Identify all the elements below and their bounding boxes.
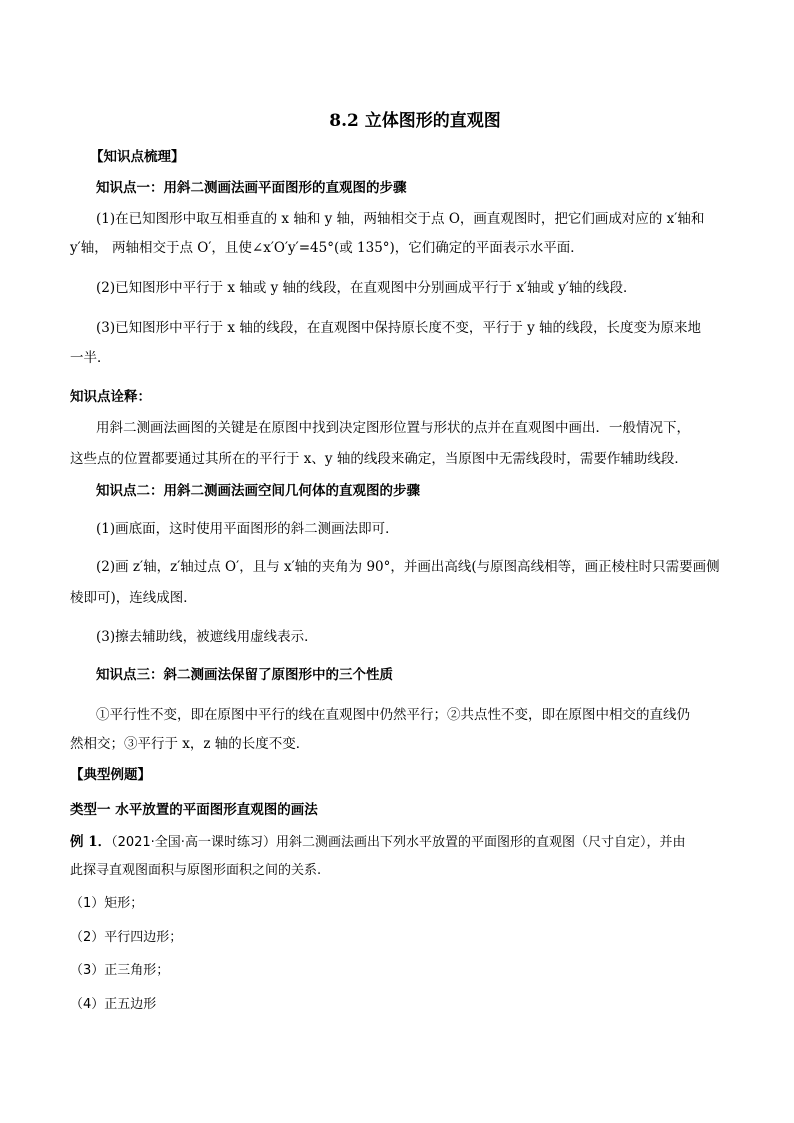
example1-text1: （2021·全国·高一课时练习）用斜二测画法画出下列水平放置的平面图形的直观图（尺寸自定），并由	[111, 835, 686, 850]
kp3-line1: ①平行性不变，即在原图中平行的线在直观图中仍然平行；②共点性不变，即在原图中相交的直线仍	[96, 707, 690, 723]
kp2-step2-line1: (2)画 z′轴，z′轴过点 O′，且与 x′轴的夹角为 90°，并画出高线(与原图高线相等，画正棱柱时只需要画侧	[96, 559, 720, 575]
kp2-step2-line2: 棱即可)，连线成图．	[70, 590, 197, 606]
page-title: 8.2 立体图形的直观图	[329, 111, 501, 131]
kp1-step1-line1: (1)在已知图形中取互相垂直的 x 轴和 y 轴，两轴相交于点 O，画直观图时，把它们画成对应的 x′轴和	[96, 211, 705, 227]
kp1-step2: (2)已知图形中平行于 x 轴或 y 轴的线段，在直观图中分别画成平行于 x′轴或 y′轴的线段．	[96, 280, 637, 296]
section-knowledge-heading: 【知识点梳理】	[90, 149, 185, 165]
section-examples-heading: 【典型例题】	[70, 767, 151, 783]
kp2-heading: 知识点二：用斜二测画法画空间几何体的直观图的步骤	[96, 483, 420, 499]
kp3-heading: 知识点三：斜二测画法保留了原图形中的三个性质	[96, 667, 393, 683]
example1-line2: 此探寻直观图面积与原图形面积之间的关系.	[70, 863, 322, 878]
explain-heading: 知识点诠释：	[70, 389, 151, 405]
example1-item2: （2）平行四边形；	[70, 930, 183, 945]
kp1-step3-line1: (3)已知图形中平行于 x 轴的线段，在直观图中保持原长度不变，平行于 y 轴的线段，长度变为原来地	[96, 320, 702, 336]
kp1-heading: 知识点一：用斜二测画法画平面图形的直观图的步骤	[96, 180, 407, 196]
kp2-step3: (3)擦去辅助线，被遮线用虚线表示．	[96, 629, 318, 645]
type1-heading: 类型一 水平放置的平面图形直观图的画法	[70, 802, 318, 818]
explain-line2: 这些点的位置都要通过其所在的平行于 x、y 轴的线段来确定，当原图中无需线段时，需要作辅助线段．	[70, 451, 688, 467]
kp3-line2: 然相交；③平行于 x，z 轴的长度不变．	[70, 736, 310, 752]
kp1-step1-line2: y′轴， 两轴相交于点 O′，且使∠x′O′y′=45°(或 135°)，它们确定的平面表示水平面．	[70, 240, 584, 256]
example1-label: 例 1．	[70, 834, 112, 850]
kp2-step1: (1)画底面，这时使用平面图形的斜二测画法即可．	[96, 521, 399, 537]
kp1-step3-line2: 一半．	[70, 350, 111, 366]
example1-item1: （1）矩形；	[70, 896, 144, 911]
example1-line1	[70, 833, 685, 852]
example1-item4: （4）正五边形	[70, 997, 157, 1012]
example1-item3: （3）正三角形；	[70, 963, 170, 978]
explain-line1: 用斜二测画法画图的关键是在原图中找到决定图形位置与形状的点并在直观图中画出．一般情况下，	[96, 420, 690, 436]
